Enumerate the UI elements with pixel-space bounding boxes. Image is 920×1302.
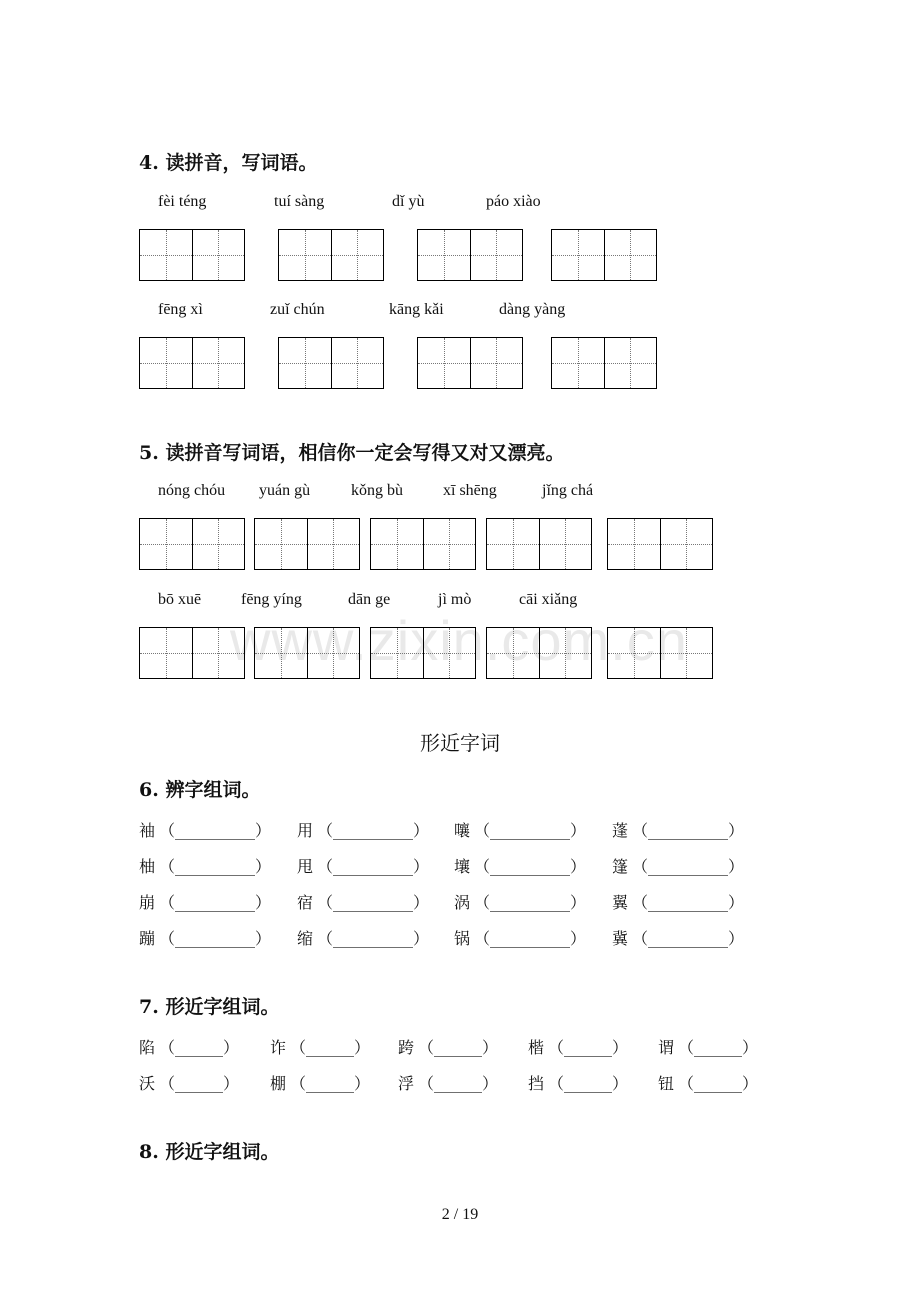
q6-character: 涡 bbox=[454, 893, 471, 912]
writing-box[interactable] bbox=[278, 229, 384, 281]
q7-item bbox=[658, 1035, 758, 1058]
q7-character: 谓 bbox=[658, 1038, 675, 1057]
q6-character: 袖 bbox=[139, 821, 156, 840]
q7-character: 跨 bbox=[398, 1038, 415, 1057]
q6-item bbox=[297, 890, 429, 913]
watermark: www.zixin.com.cn bbox=[230, 609, 688, 672]
q7-item bbox=[398, 1035, 498, 1058]
q6-item bbox=[612, 854, 744, 877]
writing-box[interactable] bbox=[417, 337, 523, 389]
answer-blank[interactable]: （__________） bbox=[159, 893, 272, 912]
q7-item bbox=[270, 1035, 370, 1058]
q6-item bbox=[139, 926, 271, 949]
answer-blank[interactable]: （______） bbox=[290, 1038, 371, 1057]
writing-box[interactable] bbox=[254, 518, 360, 570]
q5-pinyin: xī shēng bbox=[443, 482, 497, 499]
q8-heading: 8. 形近字组词。 bbox=[139, 1141, 280, 1163]
q6-character: 嚷 bbox=[454, 821, 471, 840]
q5-pinyin: fēng yíng bbox=[241, 591, 302, 608]
answer-blank[interactable]: （______） bbox=[418, 1038, 499, 1057]
answer-blank[interactable]: （______） bbox=[548, 1038, 629, 1057]
q6-item bbox=[454, 854, 586, 877]
q6-item bbox=[612, 890, 744, 913]
writing-box[interactable] bbox=[551, 337, 657, 389]
q7-character: 诈 bbox=[270, 1038, 287, 1057]
q6-character: 篷 bbox=[612, 857, 629, 876]
q6-character: 蓬 bbox=[612, 821, 629, 840]
answer-blank[interactable]: （______） bbox=[159, 1074, 240, 1093]
q6-item bbox=[139, 854, 271, 877]
answer-blank[interactable]: （__________） bbox=[632, 857, 745, 876]
answer-blank[interactable]: （______） bbox=[159, 1038, 240, 1057]
writing-box[interactable] bbox=[139, 627, 245, 679]
writing-box[interactable] bbox=[278, 337, 384, 389]
writing-box[interactable] bbox=[139, 518, 245, 570]
q4-pinyin: fēng xì bbox=[158, 301, 203, 318]
q5-pinyin: yuán gù bbox=[259, 482, 311, 499]
q7-character: 棚 bbox=[270, 1074, 287, 1093]
q4-pinyin: páo xiào bbox=[486, 193, 541, 210]
q4-pinyin: fèi téng bbox=[158, 193, 207, 210]
answer-blank[interactable]: （__________） bbox=[474, 893, 587, 912]
q6-item bbox=[612, 926, 744, 949]
q5-pinyin: cāi xiǎng bbox=[519, 591, 578, 608]
writing-box[interactable] bbox=[486, 518, 592, 570]
q7-item bbox=[139, 1071, 239, 1094]
q6-item bbox=[612, 818, 744, 841]
q7-item bbox=[398, 1071, 498, 1094]
q7-character: 楷 bbox=[528, 1038, 545, 1057]
answer-blank[interactable]: （__________） bbox=[632, 821, 745, 840]
q4-pinyin: dǐ yù bbox=[392, 193, 425, 210]
q6-item bbox=[139, 890, 271, 913]
writing-box[interactable] bbox=[139, 229, 245, 281]
answer-blank[interactable]: （__________） bbox=[317, 929, 430, 948]
answer-blank[interactable]: （__________） bbox=[159, 929, 272, 948]
answer-blank[interactable]: （__________） bbox=[474, 821, 587, 840]
q7-item bbox=[270, 1071, 370, 1094]
writing-box[interactable] bbox=[607, 518, 713, 570]
q6-item bbox=[454, 818, 586, 841]
answer-blank[interactable]: （__________） bbox=[317, 893, 430, 912]
answer-blank[interactable]: （__________） bbox=[474, 857, 587, 876]
q6-character: 缩 bbox=[297, 929, 314, 948]
q6-item bbox=[454, 890, 586, 913]
answer-blank[interactable]: （__________） bbox=[159, 857, 272, 876]
q7-character: 挡 bbox=[528, 1074, 545, 1093]
q7-item bbox=[528, 1035, 628, 1058]
q6-item bbox=[297, 854, 429, 877]
q6-character: 用 bbox=[297, 821, 314, 840]
writing-box[interactable] bbox=[254, 627, 360, 679]
writing-box[interactable] bbox=[139, 337, 245, 389]
q6-character: 柚 bbox=[139, 857, 156, 876]
q5-pinyin: jǐng chá bbox=[542, 482, 594, 499]
q7-item bbox=[139, 1035, 239, 1058]
writing-box[interactable] bbox=[370, 518, 476, 570]
q5-pinyin: nóng chóu bbox=[158, 482, 226, 499]
q6-item bbox=[297, 818, 429, 841]
q7-item bbox=[528, 1071, 628, 1094]
answer-blank[interactable]: （______） bbox=[678, 1074, 759, 1093]
answer-blank[interactable]: （______） bbox=[418, 1074, 499, 1093]
writing-box[interactable] bbox=[551, 229, 657, 281]
q6-character: 翼 bbox=[612, 893, 629, 912]
q6-character: 崩 bbox=[139, 893, 156, 912]
q5-pinyin: bō xuē bbox=[158, 591, 202, 608]
q5-pinyin: dān ge bbox=[348, 591, 391, 608]
answer-blank[interactable]: （__________） bbox=[159, 821, 272, 840]
answer-blank[interactable]: （__________） bbox=[317, 821, 430, 840]
q6-heading: 6. 辨字组词。 bbox=[139, 779, 261, 801]
answer-blank[interactable]: （__________） bbox=[474, 929, 587, 948]
q6-character: 宿 bbox=[297, 893, 314, 912]
q6-item bbox=[297, 926, 429, 949]
q4-pinyin: kāng kǎi bbox=[389, 301, 444, 318]
q5-pinyin: jì mò bbox=[438, 591, 472, 608]
q6-character: 冀 bbox=[612, 929, 629, 948]
q6-character: 壤 bbox=[454, 857, 471, 876]
answer-blank[interactable]: （__________） bbox=[317, 857, 430, 876]
answer-blank[interactable]: （______） bbox=[290, 1074, 371, 1093]
answer-blank[interactable]: （______） bbox=[678, 1038, 759, 1057]
writing-box[interactable] bbox=[486, 627, 592, 679]
q7-character: 钮 bbox=[658, 1074, 675, 1093]
answer-blank[interactable]: （__________） bbox=[632, 893, 745, 912]
q6-item bbox=[454, 926, 586, 949]
writing-box[interactable] bbox=[370, 627, 476, 679]
q5-heading: 5. 读拼音写词语，相信你一定会写得又对又漂亮。 bbox=[139, 442, 565, 464]
q7-character: 陷 bbox=[139, 1038, 156, 1057]
q4-pinyin: tuí sàng bbox=[274, 193, 325, 210]
answer-blank[interactable]: （__________） bbox=[632, 929, 745, 948]
q7-character: 沃 bbox=[139, 1074, 156, 1093]
q6-character: 锅 bbox=[454, 929, 471, 948]
section-title: 形近字词 bbox=[420, 731, 500, 755]
q4-pinyin: zuǐ chún bbox=[270, 301, 325, 318]
q6-item bbox=[139, 818, 271, 841]
q7-heading: 7. 形近字组词。 bbox=[139, 996, 280, 1018]
q5-pinyin: kǒng bù bbox=[351, 482, 403, 499]
writing-box[interactable] bbox=[607, 627, 713, 679]
q7-item bbox=[658, 1071, 758, 1094]
q6-character: 蹦 bbox=[139, 929, 156, 948]
q4-heading: 4. 读拼音，写词语。 bbox=[139, 152, 318, 174]
q6-character: 甩 bbox=[297, 857, 314, 876]
answer-blank[interactable]: （______） bbox=[548, 1074, 629, 1093]
page-number: 2 / 19 bbox=[441, 1206, 479, 1223]
writing-box[interactable] bbox=[417, 229, 523, 281]
q7-character: 浮 bbox=[398, 1074, 415, 1093]
q4-pinyin: dàng yàng bbox=[499, 301, 566, 318]
